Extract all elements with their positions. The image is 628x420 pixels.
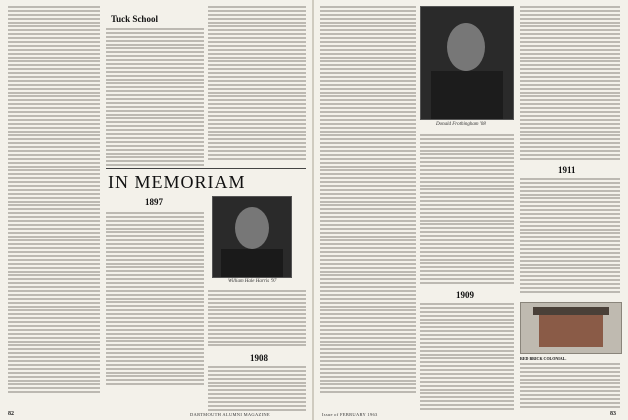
- photo-caption-frothingham: Donald Frothingham '08: [436, 122, 486, 127]
- portrait-suit: [221, 249, 283, 277]
- left-column-text: [8, 6, 100, 395]
- year-1909: 1909: [456, 290, 474, 300]
- right-page-column-2-lower: [420, 303, 514, 412]
- year-1911: 1911: [558, 165, 576, 175]
- memoriam-column-text: [106, 212, 204, 387]
- right-column-text-top: [208, 6, 306, 162]
- portrait-uniform: [431, 71, 503, 119]
- year-1897: 1897: [145, 197, 163, 207]
- year-1908: 1908: [250, 353, 268, 363]
- memoriam-rule: [106, 168, 306, 169]
- page-number-left: 82: [8, 411, 14, 417]
- right-page-column-3: [520, 6, 620, 162]
- house-advertisement-photo: [520, 302, 622, 354]
- tuck-column-text: [106, 28, 204, 168]
- portrait-face: [235, 207, 269, 249]
- portrait-photo-frothingham: [420, 6, 514, 120]
- footer-left: DARTMOUTH ALUMNI MAGAZINE: [190, 412, 270, 417]
- ad-title: RED BRICK COLONIAL.: [520, 356, 567, 361]
- right-column-text-bottom: [208, 290, 306, 348]
- right-page-column-1: [320, 6, 416, 395]
- section-title-tuck-school: Tuck School: [111, 14, 158, 24]
- house-roof: [533, 307, 609, 315]
- right-page: [314, 0, 628, 420]
- right-page-column-2: [420, 134, 514, 286]
- ad-text: [520, 363, 620, 410]
- photo-caption-harris: William Hale Harris '97: [228, 279, 277, 284]
- house-facade: [539, 313, 603, 347]
- page-number-right: 83: [610, 411, 616, 417]
- right-column-text-1908: [208, 366, 306, 413]
- portrait-face-2: [447, 23, 485, 71]
- left-page: [0, 0, 312, 420]
- portrait-photo-harris: [212, 196, 292, 278]
- right-page-column-3-lower: [520, 178, 620, 295]
- in-memoriam-heading: IN MEMORIAM: [108, 172, 246, 192]
- footer-right: Issue of FEBRUARY 1963: [322, 412, 378, 417]
